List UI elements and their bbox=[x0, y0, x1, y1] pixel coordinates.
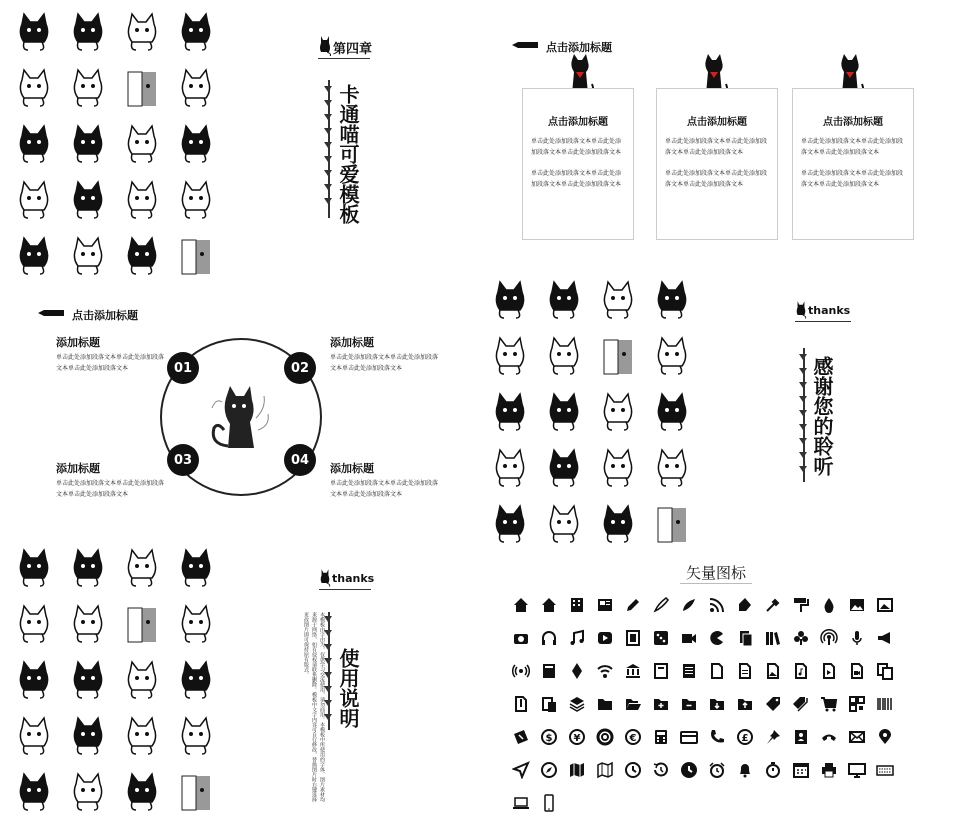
chevron-down-icon bbox=[324, 198, 332, 204]
cat-sticker bbox=[66, 234, 110, 282]
doc-lines-icon bbox=[680, 662, 698, 680]
chevron-down-icon bbox=[799, 410, 807, 416]
card-paragraph: 单击此处添加段落文本单击此处添加段落文本单击此处添加段落文本 bbox=[531, 170, 622, 188]
dropper-icon bbox=[764, 596, 782, 614]
cat-sticker bbox=[66, 178, 110, 226]
thanks-label: thanks bbox=[808, 304, 851, 317]
cat-sticker bbox=[596, 446, 640, 494]
cat-sticker bbox=[120, 602, 164, 650]
broadcast-icon bbox=[512, 662, 530, 680]
tag-icon bbox=[764, 695, 782, 713]
cat-sticker bbox=[488, 334, 532, 382]
step-title: 添加标题 bbox=[56, 336, 100, 349]
section-header: 点击添加标题 bbox=[546, 41, 612, 54]
slide-title: 卡通喵可爱模板 bbox=[336, 84, 360, 224]
cat-sticker bbox=[174, 122, 218, 170]
file-image-icon bbox=[764, 662, 782, 680]
cat-sticker bbox=[542, 390, 586, 438]
step-body: 单击此处添加段落文本单击此处添加段落文本单击此处添加段落文本 bbox=[330, 480, 439, 498]
video-icon bbox=[680, 629, 698, 647]
barcode-icon bbox=[876, 695, 894, 713]
step-body: 单击此处添加段落文本单击此处添加段落文本单击此处添加段落文本 bbox=[330, 354, 439, 372]
cat-sticker bbox=[488, 446, 532, 494]
rss-icon bbox=[708, 596, 726, 614]
cards-icon bbox=[736, 629, 754, 647]
club-icon bbox=[792, 629, 810, 647]
file-icon bbox=[708, 662, 726, 680]
cat-sticker bbox=[12, 178, 56, 226]
cat-illustration bbox=[204, 378, 274, 458]
chevron-down-icon bbox=[799, 368, 807, 374]
cat-sticker bbox=[542, 278, 586, 326]
cat-sticker bbox=[596, 334, 640, 382]
bank-icon bbox=[624, 662, 642, 680]
cat-sticker bbox=[596, 390, 640, 438]
cat-sticker bbox=[66, 602, 110, 650]
step-number-02: 02 bbox=[284, 352, 316, 384]
chevron-down-icon bbox=[799, 424, 807, 430]
cat-sticker bbox=[174, 658, 218, 706]
file-play-icon bbox=[820, 662, 838, 680]
slide-title: 感谢您的聆听 bbox=[810, 356, 834, 476]
cat-sticker bbox=[174, 770, 218, 818]
map-icon bbox=[568, 761, 586, 779]
roller-icon bbox=[792, 596, 810, 614]
tags-icon bbox=[792, 695, 810, 713]
card-paragraph: 单击此处添加段落文本单击此处添加段落文本单击此处添加段落文本 bbox=[665, 138, 768, 156]
cat-sticker bbox=[542, 446, 586, 494]
cat-sticker bbox=[66, 714, 110, 762]
divider bbox=[319, 589, 371, 590]
folder-down-icon bbox=[708, 695, 726, 713]
home-icon bbox=[512, 596, 530, 614]
step-number-01: 01 bbox=[167, 352, 199, 384]
step-number-04: 04 bbox=[284, 444, 316, 476]
svg-text:$: $ bbox=[545, 733, 553, 744]
card-title: 点击添加标题 bbox=[548, 117, 608, 128]
folder-plus-icon bbox=[652, 695, 670, 713]
cat-sticker bbox=[488, 278, 532, 326]
thanks-label: thanks bbox=[332, 572, 375, 585]
cat-sticker-grid-3 bbox=[12, 546, 218, 818]
home-icon bbox=[540, 596, 558, 614]
laptop-icon bbox=[512, 794, 530, 812]
cat-sticker bbox=[66, 122, 110, 170]
slide-title: 使用说明 bbox=[336, 648, 360, 728]
yen-icon bbox=[568, 728, 586, 746]
podcast-icon bbox=[820, 629, 838, 647]
film-icon bbox=[624, 629, 642, 647]
megaphone-icon bbox=[876, 629, 894, 647]
cat-sticker bbox=[174, 10, 218, 58]
chevron-down-icon bbox=[799, 452, 807, 458]
mobile-icon bbox=[540, 794, 558, 812]
stopwatch-icon bbox=[764, 761, 782, 779]
cat-sticker bbox=[66, 658, 110, 706]
cat-sticker-grid-2 bbox=[488, 278, 694, 550]
divider bbox=[795, 321, 851, 322]
pacman-icon bbox=[708, 629, 726, 647]
image-icon bbox=[848, 596, 866, 614]
building-icon bbox=[568, 596, 586, 614]
lifebuoy-icon bbox=[596, 728, 614, 746]
stack-icon bbox=[568, 695, 586, 713]
chevron-down-icon bbox=[799, 396, 807, 402]
cat-sticker bbox=[66, 10, 110, 58]
cat-sticker bbox=[120, 658, 164, 706]
cat-sticker bbox=[542, 334, 586, 382]
folder-icon bbox=[596, 695, 614, 713]
compass-icon bbox=[540, 761, 558, 779]
step-body: 单击此处添加段落文本单击此处添加段落文本单击此处添加段落文本 bbox=[56, 354, 165, 372]
pen-pointer-icon bbox=[38, 309, 64, 317]
cat-sticker bbox=[596, 278, 640, 326]
icons-title: 矢量图标 bbox=[686, 564, 747, 582]
divider bbox=[318, 58, 370, 59]
play-icon bbox=[596, 629, 614, 647]
step-text-block bbox=[56, 460, 168, 500]
pen-nib-icon bbox=[736, 596, 754, 614]
file-text-icon bbox=[736, 662, 754, 680]
step-title: 添加标题 bbox=[56, 462, 100, 475]
step-title: 添加标题 bbox=[330, 462, 374, 475]
chevron-down-icon bbox=[324, 114, 332, 120]
wifi-icon bbox=[596, 662, 614, 680]
cat-sticker bbox=[174, 178, 218, 226]
chapter-label: 第四章 bbox=[333, 42, 373, 57]
content-card bbox=[656, 88, 778, 240]
divider bbox=[680, 583, 752, 584]
copy-icon bbox=[876, 662, 894, 680]
qrcode-icon bbox=[848, 695, 866, 713]
folder-up-icon bbox=[736, 695, 754, 713]
cat-sticker bbox=[120, 66, 164, 114]
music-icon bbox=[568, 629, 586, 647]
ticket-icon bbox=[512, 728, 530, 746]
phone-hang-icon bbox=[820, 728, 838, 746]
diamond-icon bbox=[568, 662, 586, 680]
section-header: 点击添加标题 bbox=[72, 309, 138, 322]
cat-sticker bbox=[174, 714, 218, 762]
content-card bbox=[522, 88, 634, 240]
cat-sticker bbox=[542, 502, 586, 550]
cat-sticker bbox=[488, 390, 532, 438]
cat-sticker bbox=[12, 658, 56, 706]
history-icon bbox=[652, 761, 670, 779]
chevron-down-icon bbox=[324, 672, 332, 678]
calculator-icon bbox=[652, 728, 670, 746]
svg-text:€: € bbox=[629, 733, 637, 744]
phone-icon bbox=[708, 728, 726, 746]
cat-sticker bbox=[650, 390, 694, 438]
cart-icon bbox=[820, 695, 838, 713]
cat-silhouette-icon bbox=[318, 34, 332, 56]
chevron-down-icon bbox=[324, 156, 332, 162]
printer-icon bbox=[820, 761, 838, 779]
chevron-down-icon bbox=[324, 170, 332, 176]
cat-sticker bbox=[650, 502, 694, 550]
cat-sticker bbox=[12, 10, 56, 58]
navigation-icon bbox=[512, 761, 530, 779]
cat-silhouette-icon bbox=[795, 298, 807, 320]
envelope-icon bbox=[848, 728, 866, 746]
chevron-down-icon bbox=[799, 354, 807, 360]
cat-sticker bbox=[12, 234, 56, 282]
cat-sticker bbox=[12, 714, 56, 762]
calendar-icon bbox=[792, 761, 810, 779]
cat-sticker bbox=[66, 770, 110, 818]
cat-sticker bbox=[120, 10, 164, 58]
book-icon bbox=[540, 662, 558, 680]
cat-sticker-grid-1 bbox=[12, 10, 218, 282]
feather-icon bbox=[680, 596, 698, 614]
cat-sticker bbox=[120, 546, 164, 594]
camera-icon bbox=[512, 629, 530, 647]
card-paragraph: 单击此处添加段落文本单击此处添加段落文本单击此处添加段落文本 bbox=[801, 170, 904, 188]
drop-icon bbox=[820, 596, 838, 614]
cat-sticker bbox=[174, 602, 218, 650]
alarm-icon bbox=[708, 761, 726, 779]
card-paragraph: 单击此处添加段落文本单击此处添加段落文本单击此处添加段落文本 bbox=[531, 138, 622, 156]
cat-sticker bbox=[650, 334, 694, 382]
monitor-icon bbox=[848, 761, 866, 779]
chevron-down-icon bbox=[324, 616, 332, 622]
chevron-down-icon bbox=[324, 644, 332, 650]
cat-sticker bbox=[12, 602, 56, 650]
books-icon bbox=[764, 629, 782, 647]
chevron-down-icon bbox=[324, 700, 332, 706]
instructions-text: 本模板由字由为，仅供学习交流使用，请勿商用。本模板中所使用的字体、图片素材均来源于网络，如有侵权请联系删除。模板中文字内容可自行修改，替换图片时右键选择更改图片即可保持原有版式。 bbox=[303, 612, 325, 802]
cat-sticker bbox=[650, 446, 694, 494]
pound-icon bbox=[736, 728, 754, 746]
card-paragraph: 单击此处添加段落文本单击此处添加段落文本单击此处添加段落文本 bbox=[665, 170, 768, 188]
keyboard-icon bbox=[876, 761, 894, 779]
folder-minus-icon bbox=[680, 695, 698, 713]
cat-sticker bbox=[120, 770, 164, 818]
chevron-down-icon bbox=[324, 630, 332, 636]
cat-sticker bbox=[12, 122, 56, 170]
chevron-down-icon bbox=[324, 184, 332, 190]
chevron-down-icon bbox=[324, 686, 332, 692]
doc-icon bbox=[652, 662, 670, 680]
map-outline-icon bbox=[596, 761, 614, 779]
chevron-down-icon bbox=[799, 438, 807, 444]
step-title: 添加标题 bbox=[330, 336, 374, 349]
clock-filled-icon bbox=[680, 761, 698, 779]
cat-sticker bbox=[174, 234, 218, 282]
newspaper-icon bbox=[596, 596, 614, 614]
clock-icon bbox=[624, 761, 642, 779]
chevron-down-icon bbox=[324, 100, 332, 106]
cat-sticker bbox=[650, 278, 694, 326]
folder-open-icon bbox=[624, 695, 642, 713]
pen-pointer-icon bbox=[512, 41, 538, 49]
chevron-down-icon bbox=[324, 658, 332, 664]
chevron-down-icon bbox=[799, 466, 807, 472]
cat-sticker bbox=[12, 66, 56, 114]
card-title: 点击添加标题 bbox=[687, 117, 747, 128]
pencil-icon bbox=[624, 596, 642, 614]
cat-silhouette-icon bbox=[319, 566, 331, 588]
mic-icon bbox=[848, 629, 866, 647]
chevron-down-icon bbox=[324, 142, 332, 148]
step-text-block bbox=[330, 334, 442, 374]
cat-sticker bbox=[120, 714, 164, 762]
cat-sticker bbox=[120, 122, 164, 170]
contact-icon bbox=[792, 728, 810, 746]
location-icon bbox=[876, 728, 894, 746]
picture-icon bbox=[876, 596, 894, 614]
cat-sticker bbox=[120, 178, 164, 226]
cat-sticker bbox=[174, 546, 218, 594]
card-paragraph: 单击此处添加段落文本单击此处添加段落文本单击此处添加段落文本 bbox=[801, 138, 904, 156]
dollar-icon bbox=[540, 728, 558, 746]
cat-sticker bbox=[120, 234, 164, 282]
svg-text:£: £ bbox=[741, 733, 749, 744]
step-body: 单击此处添加段落文本单击此处添加段落文本单击此处添加段落文本 bbox=[56, 480, 165, 498]
cat-sticker bbox=[12, 770, 56, 818]
headphones-icon bbox=[540, 629, 558, 647]
content-card bbox=[792, 88, 914, 240]
cat-sticker bbox=[12, 546, 56, 594]
credit-card-icon bbox=[680, 728, 698, 746]
dice-icon bbox=[652, 629, 670, 647]
chevron-down-icon bbox=[324, 714, 332, 720]
chevron-down-icon bbox=[324, 86, 332, 92]
pushpin-icon bbox=[764, 728, 782, 746]
chevron-down-icon bbox=[324, 128, 332, 134]
file-zip-icon bbox=[512, 695, 530, 713]
step-text-block bbox=[56, 334, 168, 374]
vector-icon-grid bbox=[512, 596, 904, 827]
svg-text:¥: ¥ bbox=[573, 733, 581, 744]
pen-icon bbox=[652, 596, 670, 614]
chevron-down-icon bbox=[799, 382, 807, 388]
euro-icon bbox=[624, 728, 642, 746]
file-music-icon bbox=[792, 662, 810, 680]
cat-sticker bbox=[174, 66, 218, 114]
bell-icon bbox=[736, 761, 754, 779]
cat-sticker bbox=[66, 546, 110, 594]
file-video-icon bbox=[848, 662, 866, 680]
card-title: 点击添加标题 bbox=[823, 117, 883, 128]
step-text-block bbox=[330, 460, 442, 500]
step-number-03: 03 bbox=[167, 444, 199, 476]
paste-icon bbox=[540, 695, 558, 713]
cat-sticker bbox=[66, 66, 110, 114]
cat-sticker bbox=[596, 502, 640, 550]
cat-sticker bbox=[488, 502, 532, 550]
